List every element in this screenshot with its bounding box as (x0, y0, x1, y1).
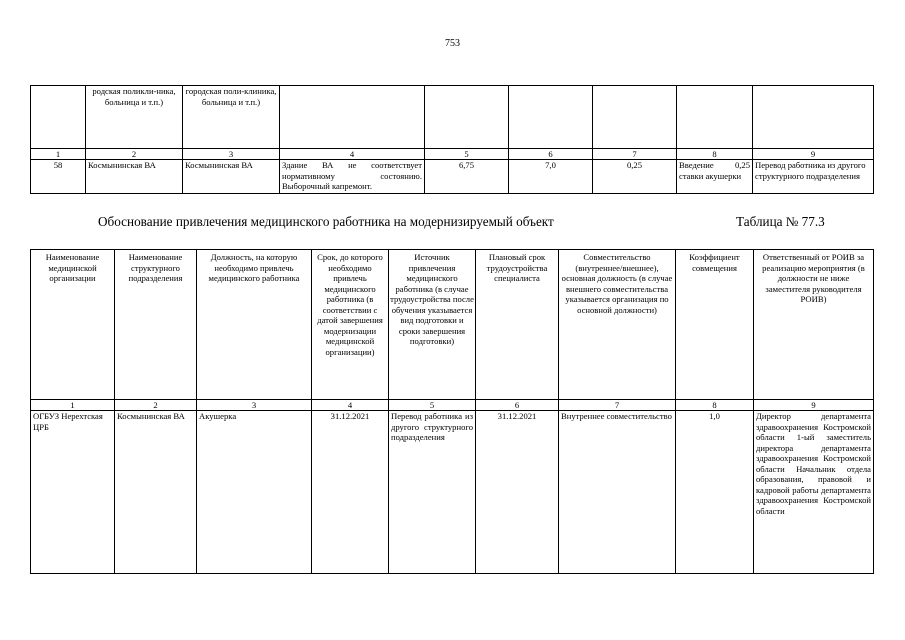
column-number: 3 (197, 400, 312, 411)
column-number: 7 (593, 149, 677, 160)
column-number: 8 (677, 149, 753, 160)
column-number: 6 (476, 400, 559, 411)
t1-cell: 7,0 (509, 160, 593, 194)
t1-cont-cell: городская поли-клиника, больница и т.п.) (183, 86, 280, 149)
column-header: Наименование медицинской организации (31, 250, 115, 400)
column-number-row (31, 400, 874, 411)
t1-cell: Космынинская ВА (86, 160, 183, 194)
column-header: Коэффициент совмещения (676, 250, 754, 400)
column-number: 9 (753, 149, 874, 160)
t1-cont-cell (425, 86, 509, 149)
column-header: Плановый срок трудоустройства специалиста (476, 250, 559, 400)
t2-cell: Директор департамента здравоохранения Костромской области 1-ый заместитель директора департамента здравоохранения Костромской области Начальник отдела образования, правовой и кадровой работы департамента здравоохранения Костромской области (754, 411, 874, 574)
t2-cell: ОГБУЗ Нерехтская ЦРБ (31, 411, 115, 574)
column-header: Совместительство (внутреннее/внешнее), основная должность (в случае внешнего совместительства указывается организация по основной должности) (559, 250, 676, 400)
column-number: 2 (115, 400, 197, 411)
table-label: Таблица № 77.3 (736, 214, 825, 229)
column-header: Ответственный от РОИВ за реализацию мероприятия (в должности не ниже заместителя руководителя РОИВ) (754, 250, 874, 400)
t1-cell: Космынинская ВА (183, 160, 280, 194)
t2-cell: 31.12.2021 (476, 411, 559, 574)
column-number: 5 (389, 400, 476, 411)
continued-table (30, 85, 874, 194)
column-header: Срок, до которого необходимо привлечь медицинского работника (в соответствии с датой завершения модернизации медицинской организации) (312, 250, 389, 400)
t1-cell: 58 (31, 160, 86, 194)
column-number: 1 (31, 149, 86, 160)
t1-cont-cell (280, 86, 425, 149)
t2-cell: Космынинская ВА (115, 411, 197, 574)
column-number: 8 (676, 400, 754, 411)
column-number: 1 (31, 400, 115, 411)
table-row (31, 411, 874, 574)
table-row (31, 160, 874, 194)
t2-cell: 31.12.2021 (312, 411, 389, 574)
continued-row (31, 86, 874, 149)
t1-cont-cell: родская поликли-ника, больница и т.п.) (86, 86, 183, 149)
column-number: 4 (280, 149, 425, 160)
heading-title: Обоснование привлечения медицинского работника на модернизируемый объект (98, 214, 554, 229)
t1-cont-cell (593, 86, 677, 149)
t1-cell: Здание ВА не соответствует нормативному состоянию. Выборочный капремонт. (280, 160, 425, 194)
column-number: 7 (559, 400, 676, 411)
column-number: 2 (86, 149, 183, 160)
t1-cont-cell (677, 86, 753, 149)
column-number: 6 (509, 149, 593, 160)
column-number: 4 (312, 400, 389, 411)
column-header: Наименование структурного подразделения (115, 250, 197, 400)
t2-cell: Внутреннее совместительство (559, 411, 676, 574)
t1-cell: 0,25 (593, 160, 677, 194)
t2-cell: 1,0 (676, 411, 754, 574)
t1-cell: 6,75 (425, 160, 509, 194)
column-number-row (31, 149, 874, 160)
staffing-table (30, 249, 874, 574)
column-header: Источник привлечения медицинского работника (в случае трудоустройства после обучения указывается вид подготовки и сроки завершения подготовки) (389, 250, 476, 400)
t2-cell: Акушерка (197, 411, 312, 574)
t1-cont-cell (509, 86, 593, 149)
t1-cont-cell (31, 86, 86, 149)
header-row (31, 250, 874, 400)
t1-cell: Введение 0,25 ставки акушерки (677, 160, 753, 194)
column-number: 3 (183, 149, 280, 160)
t1-cont-cell (753, 86, 874, 149)
t1-cell: Перевод работника из другого структурного подразделения (753, 160, 874, 194)
t2-cell: Перевод работника из другого структурного подразделения (389, 411, 476, 574)
page-number: 753 (445, 38, 460, 49)
column-number: 9 (754, 400, 874, 411)
column-number: 5 (425, 149, 509, 160)
column-header: Должность, на которую необходимо привлечь медицинского работника (197, 250, 312, 400)
